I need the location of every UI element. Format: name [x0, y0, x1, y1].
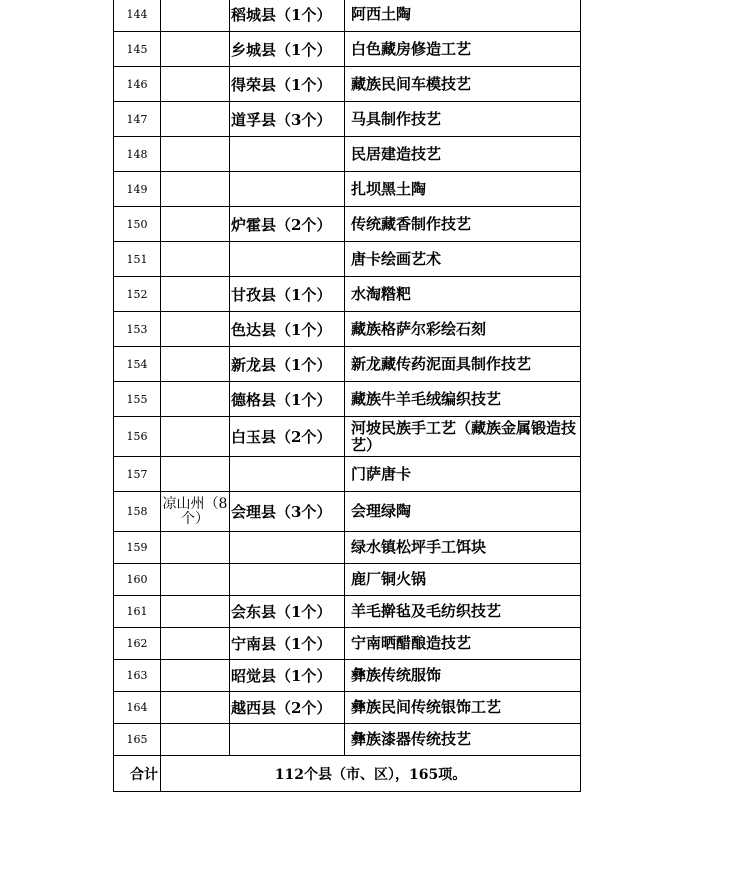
table-row: [114, 312, 581, 347]
total-summary: 112个县（市、区），165项。: [161, 756, 581, 792]
table-row: [114, 492, 581, 532]
county-cell: [230, 564, 345, 596]
item-cell: 藏族民间车模技艺: [345, 67, 581, 102]
city-cell: [161, 0, 230, 32]
row-number: 149: [114, 172, 161, 207]
table-row: [114, 628, 581, 660]
county-cell: 得荣县（1个）: [230, 67, 345, 102]
county-cell: 炉霍县（2个）: [230, 207, 345, 242]
table-row: [114, 692, 581, 724]
county-cell: 白玉县（2个）: [230, 417, 345, 457]
item-cell: 绿水镇松坪手工饵块: [345, 532, 581, 564]
item-cell: 门萨唐卡: [345, 457, 581, 492]
table-body: [114, 0, 581, 792]
city-cell: [161, 312, 230, 347]
city-cell: [161, 277, 230, 312]
county-cell: 宁南县（1个）: [230, 628, 345, 660]
row-number: 156: [114, 417, 161, 457]
city-cell: [161, 207, 230, 242]
row-number: 165: [114, 724, 161, 756]
county-cell: 乡城县（1个）: [230, 32, 345, 67]
row-number: 144: [114, 0, 161, 32]
item-cell: 鹿厂铜火锅: [345, 564, 581, 596]
item-cell: 传统藏香制作技艺: [345, 207, 581, 242]
table-row: [114, 382, 581, 417]
item-cell: 民居建造技艺: [345, 137, 581, 172]
city-cell: [161, 724, 230, 756]
city-cell: [161, 102, 230, 137]
county-cell: 德格县（1个）: [230, 382, 345, 417]
row-number: 160: [114, 564, 161, 596]
county-cell: 稻城县（1个）: [230, 0, 345, 32]
county-cell: [230, 242, 345, 277]
item-cell: 河坡民族手工艺（藏族金属锻造技艺）: [345, 417, 581, 457]
city-cell: [161, 457, 230, 492]
total-label: 合计: [114, 756, 161, 792]
city-cell: [161, 242, 230, 277]
row-number: 150: [114, 207, 161, 242]
city-cell: [161, 67, 230, 102]
table-row: [114, 596, 581, 628]
item-cell: 藏族格萨尔彩绘石刻: [345, 312, 581, 347]
row-number: 154: [114, 347, 161, 382]
city-cell: 凉山州（8个）: [161, 492, 230, 532]
item-cell: 扎坝黑土陶: [345, 172, 581, 207]
row-number: 159: [114, 532, 161, 564]
city-cell: [161, 564, 230, 596]
row-number: 164: [114, 692, 161, 724]
row-number: 147: [114, 102, 161, 137]
row-number: 162: [114, 628, 161, 660]
city-cell: [161, 692, 230, 724]
county-cell: [230, 137, 345, 172]
table-row: [114, 724, 581, 756]
county-cell: [230, 532, 345, 564]
item-cell: 羊毛擀毡及毛纺织技艺: [345, 596, 581, 628]
county-cell: [230, 724, 345, 756]
city-cell: [161, 172, 230, 207]
table-row: [114, 417, 581, 457]
item-cell: 彝族民间传统银饰工艺: [345, 692, 581, 724]
row-number: 161: [114, 596, 161, 628]
table-row: [114, 0, 581, 32]
table-row: [114, 457, 581, 492]
county-cell: [230, 172, 345, 207]
city-cell: [161, 596, 230, 628]
county-cell: 道孚县（3个）: [230, 102, 345, 137]
table-row: [114, 137, 581, 172]
city-cell: [161, 347, 230, 382]
county-cell: 昭觉县（1个）: [230, 660, 345, 692]
city-cell: [161, 417, 230, 457]
county-cell: 甘孜县（1个）: [230, 277, 345, 312]
county-cell: [230, 457, 345, 492]
row-number: 157: [114, 457, 161, 492]
row-number: 151: [114, 242, 161, 277]
table-row: [114, 660, 581, 692]
county-cell: 会理县（3个）: [230, 492, 345, 532]
item-cell: 唐卡绘画艺术: [345, 242, 581, 277]
row-number: 163: [114, 660, 161, 692]
table-row: [114, 32, 581, 67]
row-number: 155: [114, 382, 161, 417]
row-number: 145: [114, 32, 161, 67]
city-cell: [161, 532, 230, 564]
total-row: [114, 756, 581, 792]
item-cell: 水淘糌粑: [345, 277, 581, 312]
heritage-table: [113, 0, 581, 792]
item-cell: 会理绿陶: [345, 492, 581, 532]
item-cell: 新龙藏传药泥面具制作技艺: [345, 347, 581, 382]
city-cell: [161, 382, 230, 417]
county-cell: 会东县（1个）: [230, 596, 345, 628]
item-cell: 白色藏房修造工艺: [345, 32, 581, 67]
table-row: [114, 532, 581, 564]
table-row: [114, 172, 581, 207]
row-number: 152: [114, 277, 161, 312]
county-cell: 色达县（1个）: [230, 312, 345, 347]
table-row: [114, 277, 581, 312]
item-cell: 马具制作技艺: [345, 102, 581, 137]
table-row: [114, 242, 581, 277]
table-row: [114, 347, 581, 382]
item-cell: 彝族漆器传统技艺: [345, 724, 581, 756]
county-cell: 越西县（2个）: [230, 692, 345, 724]
row-number: 158: [114, 492, 161, 532]
item-cell: 藏族牛羊毛绒编织技艺: [345, 382, 581, 417]
city-cell: [161, 137, 230, 172]
item-cell: 彝族传统服饰: [345, 660, 581, 692]
table-row: [114, 564, 581, 596]
row-number: 153: [114, 312, 161, 347]
county-cell: 新龙县（1个）: [230, 347, 345, 382]
city-cell: [161, 660, 230, 692]
table-row: [114, 67, 581, 102]
row-number: 146: [114, 67, 161, 102]
row-number: 148: [114, 137, 161, 172]
table-row: [114, 207, 581, 242]
heritage-list-sheet: [113, 0, 581, 792]
table-row: [114, 102, 581, 137]
city-cell: [161, 628, 230, 660]
item-cell: 宁南晒醋酿造技艺: [345, 628, 581, 660]
item-cell: 阿西土陶: [345, 0, 581, 32]
city-cell: [161, 32, 230, 67]
